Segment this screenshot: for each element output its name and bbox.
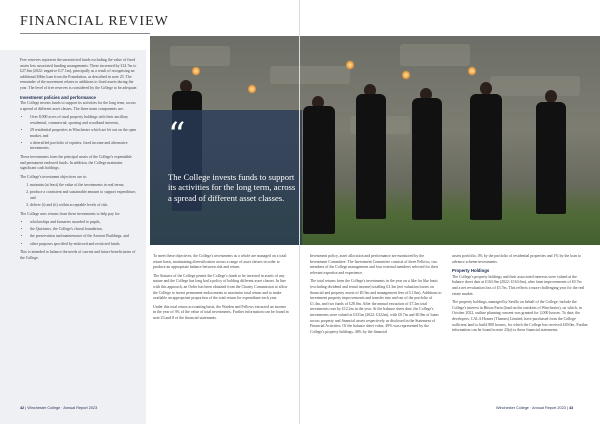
list-item: • scholarships and bursaries awarded to pupils, <box>30 220 138 226</box>
page-number: 42 <box>20 406 25 410</box>
footer-text: Winchester College · Annual Report 2023 <box>27 406 98 410</box>
paragraph: The College's property holdings and their associated interests were valued at the balance sheet date at £163.0m (2022: £163.6m), after farm improvements of £0.7m and a net revaluation loss of £3.7m. This reflects a more challenging year for the real estate market. <box>452 274 585 296</box>
sidebar-column <box>20 58 138 264</box>
paragraph: The property holdings, managed by Savills on behalf of the College, include the College's interest in Bitton Farm (land on the outskirts of Winchester), on which, in October 2022, outline planning consent was granted for 2,000 houses. To date, the developers, CALA Homes (Thames) Limited, have purchased from the College sufficient land to build 880 houses, for which the College has received £49.0m. Further information can be found in note 23(a) to these financial statements. <box>452 300 588 333</box>
list-item: • the preservation and maintenance of the Ancient Buildings, and <box>30 234 138 240</box>
paragraph: The College's investment objectives are to: <box>20 174 87 179</box>
list-item: 1. maintain (at least) the value of the investments in real terms; <box>30 183 138 189</box>
gowned-figure <box>470 94 502 220</box>
list-item: 2. produce a consistent and sustainable amount to support expenditure, and <box>30 190 138 201</box>
wall-stone <box>400 44 470 66</box>
right-text-column-2 <box>452 254 588 337</box>
quote-mark-icon: “ <box>168 115 186 155</box>
candle-light <box>402 70 410 80</box>
list-item: • Over 8,000 acres of rural property holdings with their ancillary residential, commercial, sporting and woodland interests, <box>30 115 138 126</box>
gowned-figure <box>303 106 335 234</box>
page-gutter <box>299 0 300 424</box>
bullet-list <box>20 220 138 247</box>
paragraph: assets portfolio, 4% by the portfolio of residential properties and 1% by the loan to advance scheme investments. <box>452 254 581 264</box>
paragraph: Free reserves represent the unrestricted funds excluding the value of fixed assets less associated funding arrangements. These increased by £14.7m to £27.6m (2022: negative £17.1m), principally as a result of recognising an additional £60m loan from the Foundation, as described in note 23. The remainder of the movement relates to additions to fixed assets during the year. The level of free reserves is considered by the College to be adequate. <box>20 58 138 90</box>
paragraph: Under this total return accounting basis, the Warden and Fellows extracted an income in the year of 3% of the value of total investments. Further information can be found in note 23 and 8 of the financial statements. <box>153 304 289 320</box>
paragraph: The Statutes of the College permit the College's funds to be invested in assets of any nature and the College has long had a policy of holding different asset classes. In line with this approach, an Order has been obtained from the Charity Commission to allow the College to invest permanent endowments to maximise total return and to make available an appropriate proportion of the total return for expenditure each year. <box>153 273 288 301</box>
page-title: FINANCIAL REVIEW <box>20 14 169 29</box>
footer-right: Winchester College · Annual Report 2023 | 43 <box>496 406 574 410</box>
paragraph: The total returns from the College's investments in the year on a like for like basis (excluding dividend and rental income) totalling £3.3m (net valuation losses on financial and property assets of £0.5m and management fees of £1.0m). Additions to investment property improvements and transfer into and out of the portfolio of £1.4m, and two funds of £28.0m. After the annual extraction of £7.2m total investments rose by £12.2m in the year. At the balance sheet date, the College's investments were valued at £331m (2022: £322m), with £0.7m and £0.8m of loans across property and financial assets respectively as disclosed in the Statement of Financial Activities. Of the balance sheet value, 49% was represented by the College's property holdings, 46% by the financial <box>310 279 442 334</box>
candle-light <box>248 84 256 94</box>
section-heading: Property Holdings <box>452 268 490 274</box>
pull-quote-text: The College invests funds to support its activities for the long term, across a spread of different asset classes. <box>168 172 296 203</box>
candle-light <box>468 66 476 76</box>
list-item: • other purposes specified by endowed and restricted funds. <box>30 242 138 248</box>
paragraph: The College uses returns from these investments to help pay for: <box>20 211 121 216</box>
candle-light <box>192 66 200 76</box>
paragraph: Investment policy, asset allocation and performance are monitored by the Investment Committee. The Investment Committee consists of three Fellows, two members of the College management and four external members selected for their relevant expertise and experience. <box>310 254 439 275</box>
list-item: • 29 residential properties in Winchester which are let out on the open market, and <box>30 128 138 139</box>
footer-text: Winchester College · Annual Report 2023 <box>496 406 566 410</box>
paragraph: The College invests funds to support its activities for the long term, across a spread of different asset classes. The three main components are: <box>20 101 136 111</box>
list-item: • the Quiristers, the College's choral foundation, <box>30 227 138 233</box>
wall-stone <box>270 66 350 84</box>
left-text-column <box>153 254 289 325</box>
wall-stone <box>170 46 230 66</box>
gowned-figure <box>412 98 442 220</box>
page-number: 43 <box>568 406 574 410</box>
gowned-figure <box>356 94 386 219</box>
right-text-column-1 <box>310 254 442 338</box>
section-heading: Investment policies and performance <box>20 94 96 100</box>
list-item: 3. deliver (i) and (ii) within acceptable levels of risk. <box>30 203 138 209</box>
paragraph: This is intended to balance the needs of current and future beneficiaries of the College. <box>20 250 136 260</box>
numbered-list <box>20 183 138 208</box>
bullet-list <box>20 115 138 152</box>
wall-stone <box>490 76 580 96</box>
gowned-figure <box>536 102 566 214</box>
list-item: • a diversified portfolio of equities, fixed income and alternative investments. <box>30 141 138 152</box>
footer-left: 42 | Winchester College · Annual Report 2023 <box>20 406 98 410</box>
title-rule <box>20 33 150 34</box>
paragraph: To meet these objectives, the College's investments as a whole are managed on a total return basis, maintaining diversification across a range of asset classes in order to produce an appropriate balance between risk and return. <box>153 254 287 270</box>
paragraph: These investments form the principal assets of the College's expendable and permanent endowed funds. In addition, the College maintains significant cash holdings. <box>20 154 132 171</box>
candle-light <box>346 60 354 70</box>
